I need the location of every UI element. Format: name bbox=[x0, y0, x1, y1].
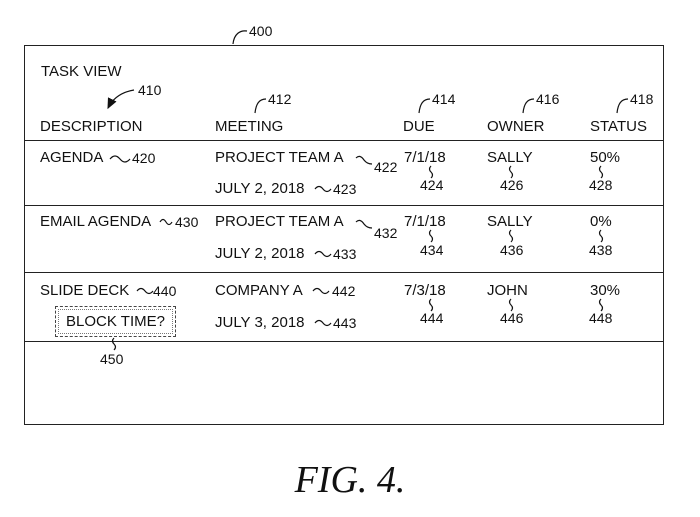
row-1-due-ref: 424 bbox=[420, 177, 444, 193]
due-ref-hook bbox=[419, 99, 430, 113]
row-1-due-squiggle bbox=[430, 166, 433, 178]
row-1-meeting-date-ref: 423 bbox=[333, 181, 357, 197]
row-2-description-tilde bbox=[160, 220, 172, 225]
row-1-description[interactable]: AGENDA bbox=[40, 149, 104, 166]
meeting-column-ref: 412 bbox=[268, 91, 292, 107]
description-ref-arrow bbox=[108, 90, 134, 108]
block-time-button-label: BLOCK TIME? bbox=[66, 313, 165, 330]
row-2-due-ref: 434 bbox=[420, 242, 444, 258]
row-3-description-tilde bbox=[137, 289, 153, 294]
row-3-meeting-ref: 442 bbox=[332, 283, 356, 299]
row-1-description-tilde bbox=[110, 156, 130, 162]
row-1-meeting-ref: 422 bbox=[374, 159, 398, 175]
row-1-due: 7/1/18 bbox=[404, 149, 446, 166]
row-1-meeting-date: JULY 2, 2018 bbox=[215, 180, 305, 197]
row-2-meeting-date-ref: 433 bbox=[333, 246, 357, 262]
row-2-date-tilde bbox=[315, 252, 331, 257]
block-time-ref-squiggle bbox=[113, 338, 116, 350]
owner-column-ref: 416 bbox=[536, 91, 560, 107]
row-3-due-squiggle bbox=[430, 299, 433, 311]
column-header-meeting: MEETING bbox=[215, 118, 284, 135]
panel-title: TASK VIEW bbox=[41, 63, 122, 80]
row-2-owner: SALLY bbox=[487, 213, 533, 230]
row-3-meeting-date: JULY 3, 2018 bbox=[215, 314, 305, 331]
row-3-meeting[interactable]: COMPANY A bbox=[215, 282, 303, 299]
row-2-description-ref: 430 bbox=[175, 214, 199, 230]
row-3-owner-ref: 446 bbox=[500, 310, 524, 326]
row-3-due: 7/3/18 bbox=[404, 282, 446, 299]
row-2-status: 0% bbox=[590, 213, 612, 230]
row-1-description-ref: 420 bbox=[132, 150, 156, 166]
row-2-description[interactable]: EMAIL AGENDA bbox=[40, 213, 152, 230]
figure-ref-label: 400 bbox=[249, 23, 273, 39]
block-time-button-ref: 450 bbox=[100, 351, 124, 367]
column-header-status: STATUS bbox=[590, 118, 647, 135]
row-2-status-ref: 438 bbox=[589, 242, 613, 258]
figure-ref-leader bbox=[233, 31, 247, 44]
row-3-owner: JOHN bbox=[487, 282, 528, 299]
row-1-meeting-leader bbox=[356, 156, 372, 164]
row-2-meeting-leader bbox=[356, 220, 372, 228]
row-1-owner: SALLY bbox=[487, 149, 533, 166]
status-column-ref: 418 bbox=[630, 91, 654, 107]
row-2-meeting-date: JULY 2, 2018 bbox=[215, 245, 305, 262]
column-header-due: DUE bbox=[403, 118, 435, 135]
row-1-status: 50% bbox=[590, 149, 621, 166]
row-3-date-tilde bbox=[315, 321, 331, 326]
row-3-status-squiggle bbox=[600, 299, 603, 311]
due-column-ref: 414 bbox=[432, 91, 456, 107]
column-header-description: DESCRIPTION bbox=[40, 118, 143, 135]
owner-ref-hook bbox=[523, 99, 534, 113]
row-2-meeting-ref: 432 bbox=[374, 225, 398, 241]
row-1-status-squiggle bbox=[600, 166, 603, 178]
row-2-status-squiggle bbox=[600, 230, 603, 242]
row-2-owner-squiggle bbox=[510, 230, 513, 242]
row-1-owner-squiggle bbox=[510, 166, 513, 178]
figure-caption: FIG. 4. bbox=[294, 459, 406, 501]
row-2-owner-ref: 436 bbox=[500, 242, 524, 258]
column-header-owner: OWNER bbox=[487, 118, 545, 135]
row-3-description-ref: 440 bbox=[153, 283, 177, 299]
row-3-status: 30% bbox=[590, 282, 621, 299]
row-2-due: 7/1/18 bbox=[404, 213, 446, 230]
row-1-status-ref: 428 bbox=[589, 177, 613, 193]
meeting-ref-hook bbox=[255, 99, 266, 113]
row-3-description[interactable]: SLIDE DECK bbox=[40, 282, 130, 299]
row-1-date-tilde bbox=[315, 187, 331, 192]
row-1-owner-ref: 426 bbox=[500, 177, 524, 193]
description-column-ref: 410 bbox=[138, 82, 162, 98]
row-3-status-ref: 448 bbox=[589, 310, 613, 326]
status-ref-hook bbox=[617, 99, 628, 113]
row-1-meeting[interactable]: PROJECT TEAM A bbox=[215, 149, 344, 166]
row-2-meeting[interactable]: PROJECT TEAM A bbox=[215, 213, 344, 230]
row-3-meeting-tilde bbox=[313, 289, 329, 294]
row-3-due-ref: 444 bbox=[420, 310, 444, 326]
row-2-due-squiggle bbox=[430, 230, 433, 242]
row-3-owner-squiggle bbox=[510, 299, 513, 311]
row-3-meeting-date-ref: 443 bbox=[333, 315, 357, 331]
